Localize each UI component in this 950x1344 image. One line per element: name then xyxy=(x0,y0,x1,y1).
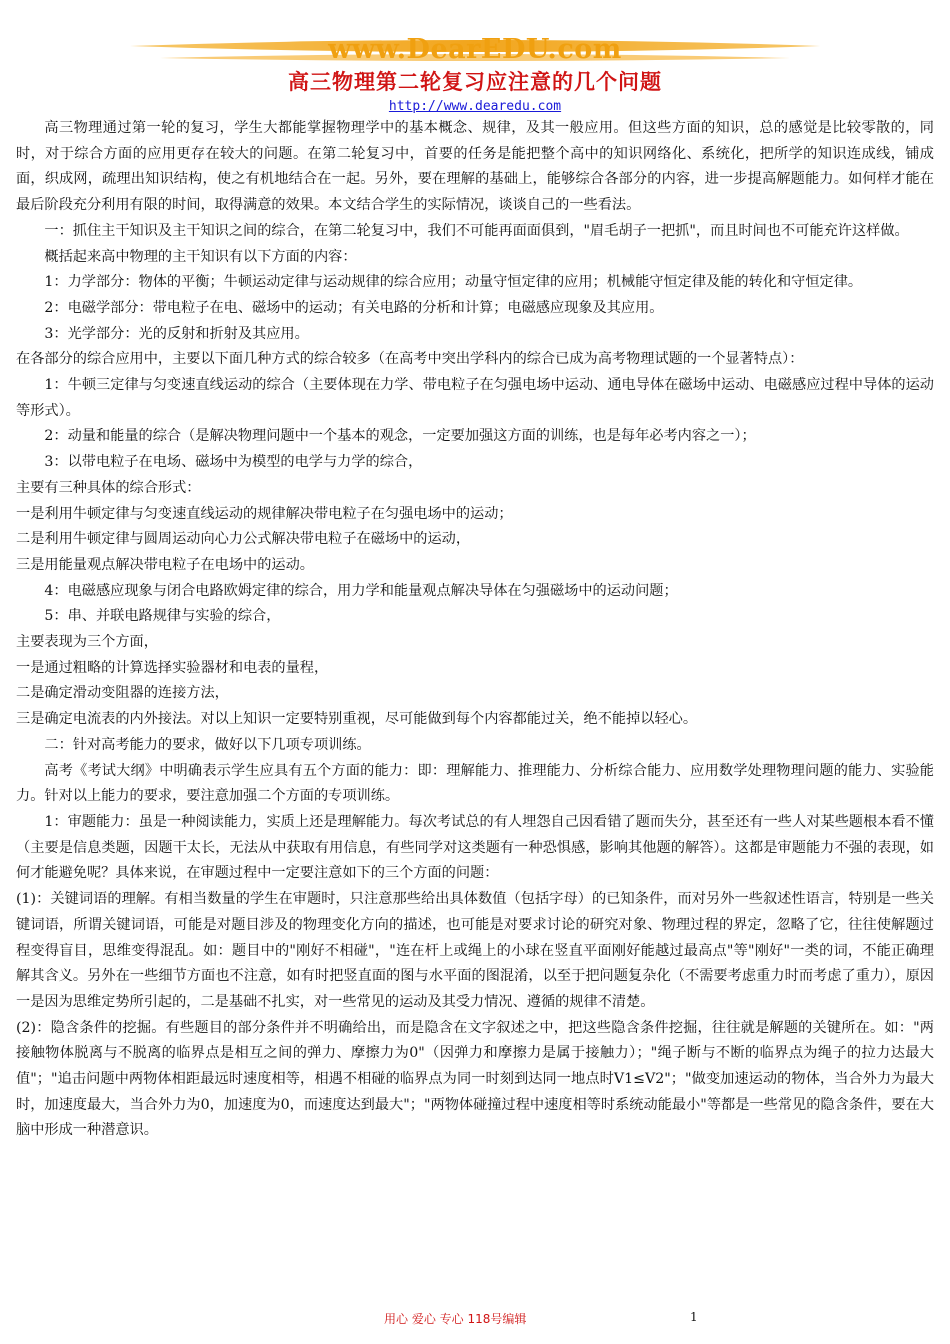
paragraph: 2：动量和能量的综合（是解决物理问题中一个基本的观念，一定要加强这方面的训练，也是每年必考内容之一）； xyxy=(44,428,756,445)
document-title: 高三物理第二轮复习应注意的几个问题 xyxy=(288,70,662,94)
paragraph: 主要表现为三个方面， xyxy=(16,634,158,651)
paragraph: 1：审题能力：虽是一种阅读能力，实质上还是理解能力。每次考试总的有人埋怨自己因看错了题而失分，甚至还有一些人对某些题根本看不懂（主要是信息类题，因题干太长，无法从中获取有用信息，有些同学对这类题有一种恐惧感，影响其他题的解答）。这都是审题能力不强的表现，如何才能避免呢？具体来说，在审题过程中一定要注意如下的三个方面的问题： xyxy=(16,813,934,882)
paragraph: 3：光学部分：光的反射和折射及其应用。 xyxy=(44,325,309,342)
paragraph: 三是确定电流表的内外接法。对以上知识一定要特别重视，尽可能做到每个内容都能过关，绝不能掉以轻心。 xyxy=(16,711,698,728)
paragraph: 3：以带电粒子在电场、磁场中为模型的电学与力学的综合， xyxy=(44,454,423,471)
banner-text: www.DearEDU.com xyxy=(328,34,622,65)
paragraph: 二：针对高考能力的要求，做好以下几项专项训练。 xyxy=(44,736,371,753)
paragraph: 一是利用牛顿定律与匀变速直线运动的规律解决带电粒子在匀强电场中的运动； xyxy=(16,505,513,522)
paragraph: 在各部分的综合应用中，主要以下面几种方式的综合较多（在高考中突出学科内的综合已成为高考物理试题的一个显著特点）： xyxy=(16,351,804,368)
article-body xyxy=(16,116,934,1144)
page-number: 1 xyxy=(690,1310,698,1324)
footer-text: 用心 爱心 专心 118号编辑 xyxy=(384,1312,527,1326)
paragraph: (2)：隐含条件的挖掘。有些题目的部分条件并不明确给出，而是隐含在文字叙述之中，把这些隐含条件挖掘，往往就是解题的关键所在。如："两接触物体脱离与不脱离的临界点是相互之间的弹力、摩擦力为0"（因弹力和摩擦力是属于接触力）；"绳子断与不断的临界点为绳子的拉力达最大值"；"追击问题中两物体相距最远时速度相等，相遇不相碰的临界点为同一时刻到达同一地点时V1≤V2"；"做变加速运动的物体，当合外力为最大时，加速度最大，当合外力为0，加速度为0，而速度达到最大"；"两物体碰撞过程中速度相等时系统动能最小"等都是一些常见的隐含条件，要在大脑中形成一种潜意识。 xyxy=(16,1019,934,1139)
paragraph: 高三物理通过第一轮的复习，学生大都能掌握物理学中的基本概念、规律，及其一般应用。但这些方面的知识，总的感觉是比较零散的，同时，对于综合方面的应用更存在较大的问题。在第二轮复习中，首要的任务是能把整个高中的知识网络化、系统化，把所学的知识连成线，铺成面，织成网，疏理出知识结构，使之有机地结合在一起。另外，要在理解的基础上，能够综合各部分的内容，进一步提高解题能力。如何样才能在最后阶段充分利用有限的时间，取得满意的效果。本文结合学生的实际情况，谈谈自己的一些看法。 xyxy=(16,120,934,214)
paragraph: 高考《考试大纲》中明确表示学生应具有五个方面的能力：即：理解能力、推理能力、分析综合能力、应用数学处理物理问题的能力、实验能力。针对以上能力的要求，要注意加强二个方面的专项训练。 xyxy=(16,762,934,805)
paragraph: 2：电磁学部分：带电粒子在电、磁场中的运动；有关电路的分析和计算；电磁感应现象及其应用。 xyxy=(44,299,664,316)
paragraph: 一是通过粗略的计算选择实验器材和电表的量程， xyxy=(16,659,329,676)
paragraph: 二是利用牛顿定律与圆周运动向心力公式解决带电粒子在磁场中的运动， xyxy=(16,531,471,548)
paragraph: 概括起来高中物理的主干知识有以下方面的内容： xyxy=(44,248,357,265)
paragraph: 4：电磁感应现象与闭合电路欧姆定律的综合，用力学和能量观点解决导体在匀强磁场中的运动问题； xyxy=(44,582,678,599)
page-footer xyxy=(0,1310,950,1330)
paragraph: (1)：关键词语的理解。有相当数量的学生在审题时，只注意那些给出具体数值（包括字母）的已知条件，而对另外一些叙述性语言，特别是一些关键词语，所谓关键词语，可能是对题目涉及的物理变化方向的描述，也可能是对要求讨论的研究对象、物理过程的界定，忽略了它，往往使解题过程变得盲目，思维变得混乱。如：题目中的"刚好不相碰"，"连在杆上或绳上的小球在竖直平面刚好能越过最高点"等"刚好"一类的词，不能正确理解其含义。另外在一些细节方面也不注意，如有时把竖直面的图与水平面的图混淆，以至于把问题复杂化（不需要考虑重力时而考虑了重力），原因一是因为思维定势所引起的，二是基础不扎实，对一些常见的运动及其受力情况、遵循的规律不清楚。 xyxy=(16,891,934,1010)
paragraph: 5：串、并联电路规律与实验的综合， xyxy=(44,608,281,625)
paragraph: 1：牛顿三定律与匀变速直线运动的综合（主要体现在力学、带电粒子在匀强电场中运动、通电导体在磁场中运动、电磁感应过程中导体的运动等形式）。 xyxy=(16,377,934,419)
paragraph: 1：力学部分：物体的平衡；牛顿运动定律与运动规律的综合应用；动量守恒定律的应用；机械能守恒定律及能的转化和守恒定律。 xyxy=(44,274,863,291)
paragraph: 三是用能量观点解决带电粒子在电场中的运动。 xyxy=(16,556,314,573)
paragraph: 一：抓住主干知识及主干知识之间的综合，在第二轮复习中，我们不可能再面面俱到，"眉毛胡子一把抓"，而且时间也不可能充许这样做。 xyxy=(44,222,909,239)
paragraph: 主要有三种具体的综合形式： xyxy=(16,479,201,496)
paragraph: 二是确定滑动变阻器的连接方法， xyxy=(16,685,229,702)
source-link[interactable]: http://www.dearedu.com xyxy=(388,99,562,114)
